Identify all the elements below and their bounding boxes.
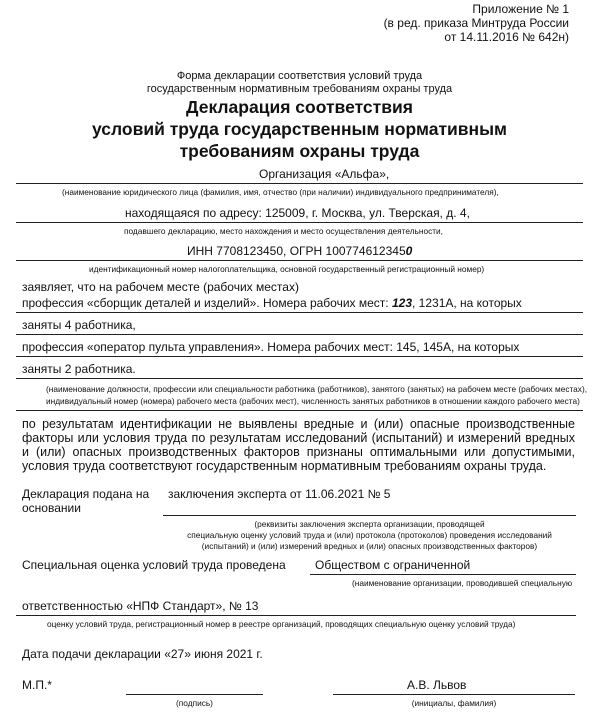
title-line-2: условий труда государственным нормативным [91, 119, 508, 139]
signatory-name-line [333, 694, 575, 695]
organization-ids-last-digit: 0 [405, 244, 413, 258]
title-line-1: Декларация соответствия [186, 97, 413, 117]
organization-name: Организация «Альфа», [259, 167, 390, 181]
organization-ids [187, 244, 412, 258]
appendix-line-1: Приложение № 1 [472, 2, 569, 16]
profession-1-prefix: профессия «сборщик деталей и изделий». Номера рабочих мест: [22, 296, 392, 310]
profession-1-employed: заняты 4 работника, [22, 318, 136, 332]
profession-1-employed-line [16, 334, 583, 335]
organization-address-caption: подавшего декларацию, место нахождения и место осуществления деятельности, [124, 226, 443, 236]
organization-ids-line [16, 260, 583, 261]
basis-label: Декларация подана на основании [22, 487, 150, 515]
form-header-line-1: Форма декларации соответствия условий труда [176, 70, 423, 82]
result-paragraph: по результатам идентификации не выявлены вредные и (или) опасные производственные факторы или условия труда по результатам исследований (испытаний) и измерений вредных и (или) опасных производственных факторов признаны оптимальными или допустимыми, условия труда соответствуют государственным нормативным требованиям охраны труда. [22, 417, 575, 473]
workplaces-caption-1: (наименование должности, профессии или специальности работника (работников), занятого (занятых) на рабочем месте (рабочих местах), [46, 384, 588, 394]
basis-line [163, 515, 576, 516]
form-header-line-2: государственным нормативным требованиям охраны труда [146, 83, 453, 95]
signatory-name: А.В. Львов [407, 678, 467, 692]
organization-address-line [16, 222, 583, 223]
organization-address: находящаяся по адресу: 125009, г. Москва, ул. Тверская, д. 4, [125, 206, 470, 220]
organization-name-line [16, 183, 583, 184]
stamp-label: М.П.* [22, 678, 52, 692]
workplaces-caption-2: индивидуальный номер (номера) рабочего места (рабочих мест), численность занятых работников в отношении каждого рабочего места) [46, 396, 580, 406]
submission-date: Дата подачи декларации «27» июня 2021 г. [22, 647, 263, 661]
title-line-3: требованиям охраны труда [179, 141, 420, 161]
appendix-line-2: (в ред. приказа Минтруда России [383, 16, 569, 30]
sout-org-part-2: ответственностью «НПФ Стандарт», № 13 [22, 599, 259, 613]
organization-name-caption: (наименование юридического лица (фамилия, имя, отчество (при наличии) индивидуального предпринимателя), [62, 187, 499, 197]
sout-caption-2: оценку условий труда, регистрационный номер в реестре организаций, проводящих специальную оценку условий труда) [47, 619, 516, 629]
sout-caption-1: (наименование организации, проводившей специальную [352, 578, 573, 588]
signature-line [126, 694, 263, 695]
declares-text: заявляет, что на рабочем месте (рабочих местах) [22, 280, 299, 294]
organization-ids-prefix: ИНН 7708123450, ОГРН 100774612345 [187, 244, 406, 258]
sout-org-line-1 [310, 574, 576, 575]
basis-caption-2: специальную оценку условий труда и (или) протокола (протоколов) проведения исследований [187, 530, 552, 540]
profession-2-employed: заняты 2 работника. [22, 362, 136, 376]
profession-1-suffix: , 1231А, на которых [412, 296, 522, 310]
profession-2-employed-line [16, 378, 583, 379]
workplaces-caption-line [16, 410, 583, 411]
profession-2: профессия «оператор пульта управления». Номера рабочих мест: 145, 145А, на которых [22, 340, 520, 354]
basis-caption-3: (испытаний) и (или) измерений вредных и (или) опасных производственных факторов) [201, 541, 538, 551]
basis-caption-1: (реквизиты заключения эксперта организации, проводящей [254, 519, 485, 529]
basis-value: заключения эксперта от 11.06.2021 № 5 [168, 487, 391, 501]
sout-org-part-1: Обществом с ограниченной [315, 558, 471, 572]
sout-org-line-2 [16, 615, 576, 616]
signatory-name-caption: (инициалы, фамилия) [411, 698, 497, 708]
signature-caption: (подпись) [176, 698, 213, 708]
organization-ids-caption: идентификационный номер налогоплательщика, основной государственный регистрационный номер) [89, 264, 485, 274]
profession-1 [22, 296, 522, 310]
appendix-line-3: от 14.11.2016 № 642н) [444, 30, 569, 44]
profession-2-line [16, 356, 583, 357]
sout-label: Специальная оценка условий труда проведена [22, 558, 286, 572]
profession-1-line [16, 312, 583, 313]
profession-1-number: 123 [391, 296, 412, 310]
